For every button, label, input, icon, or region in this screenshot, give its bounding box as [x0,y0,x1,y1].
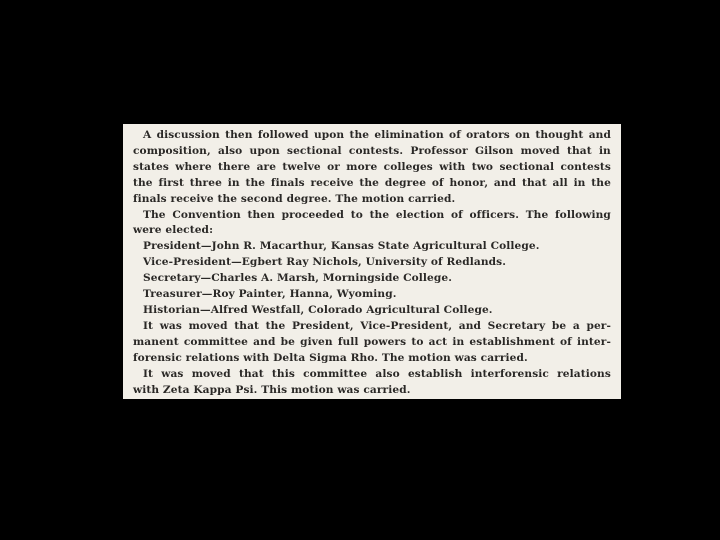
scanned-document-page [123,124,621,399]
text-line-16: It was moved that this committee also establish interforensic relations [143,367,611,380]
text-line-2: composition, also upon sectional contests. Professor Gilson moved that in [133,144,611,157]
officer-historian: Historian—Alfred Westfall, Colorado Agricultural College. [143,303,493,316]
text-line-13: It was moved that the President, Vice-President, and Secretary be a per- [143,319,611,332]
text-line-3: states where there are twelve or more colleges with two sectional contests [133,160,611,173]
text-line-5: finals receive the second degree. The motion carried. [133,192,456,205]
officer-treasurer: Treasurer—Roy Painter, Hanna, Wyoming. [143,288,397,301]
text-line-1: A discussion then followed upon the elimination of orators on thought and [143,129,611,141]
officer-secretary: Secretary—Charles A. Marsh, Morningside College. [143,272,453,285]
text-line-6: The Convention then proceeded to the election of officers. The following [143,208,611,221]
officer-vice-president: Vice-President—Egbert Ray Nichols, University of Redlands. [143,256,506,269]
text-line-15: forensic relations with Delta Sigma Rho. The motion was carried. [133,351,528,364]
officer-president: President—John R. Macarthur, Kansas State Agricultural College. [143,240,540,253]
text-line-4: the first three in the finals receive the degree of honor, and that all in the [133,176,611,189]
text-line-14: manent committee and be given full powers to act in establishment of inter- [133,335,611,348]
text-line-17: with Zeta Kappa Psi. This motion was carried. [133,383,411,396]
text-line-7: were elected: [133,224,214,237]
